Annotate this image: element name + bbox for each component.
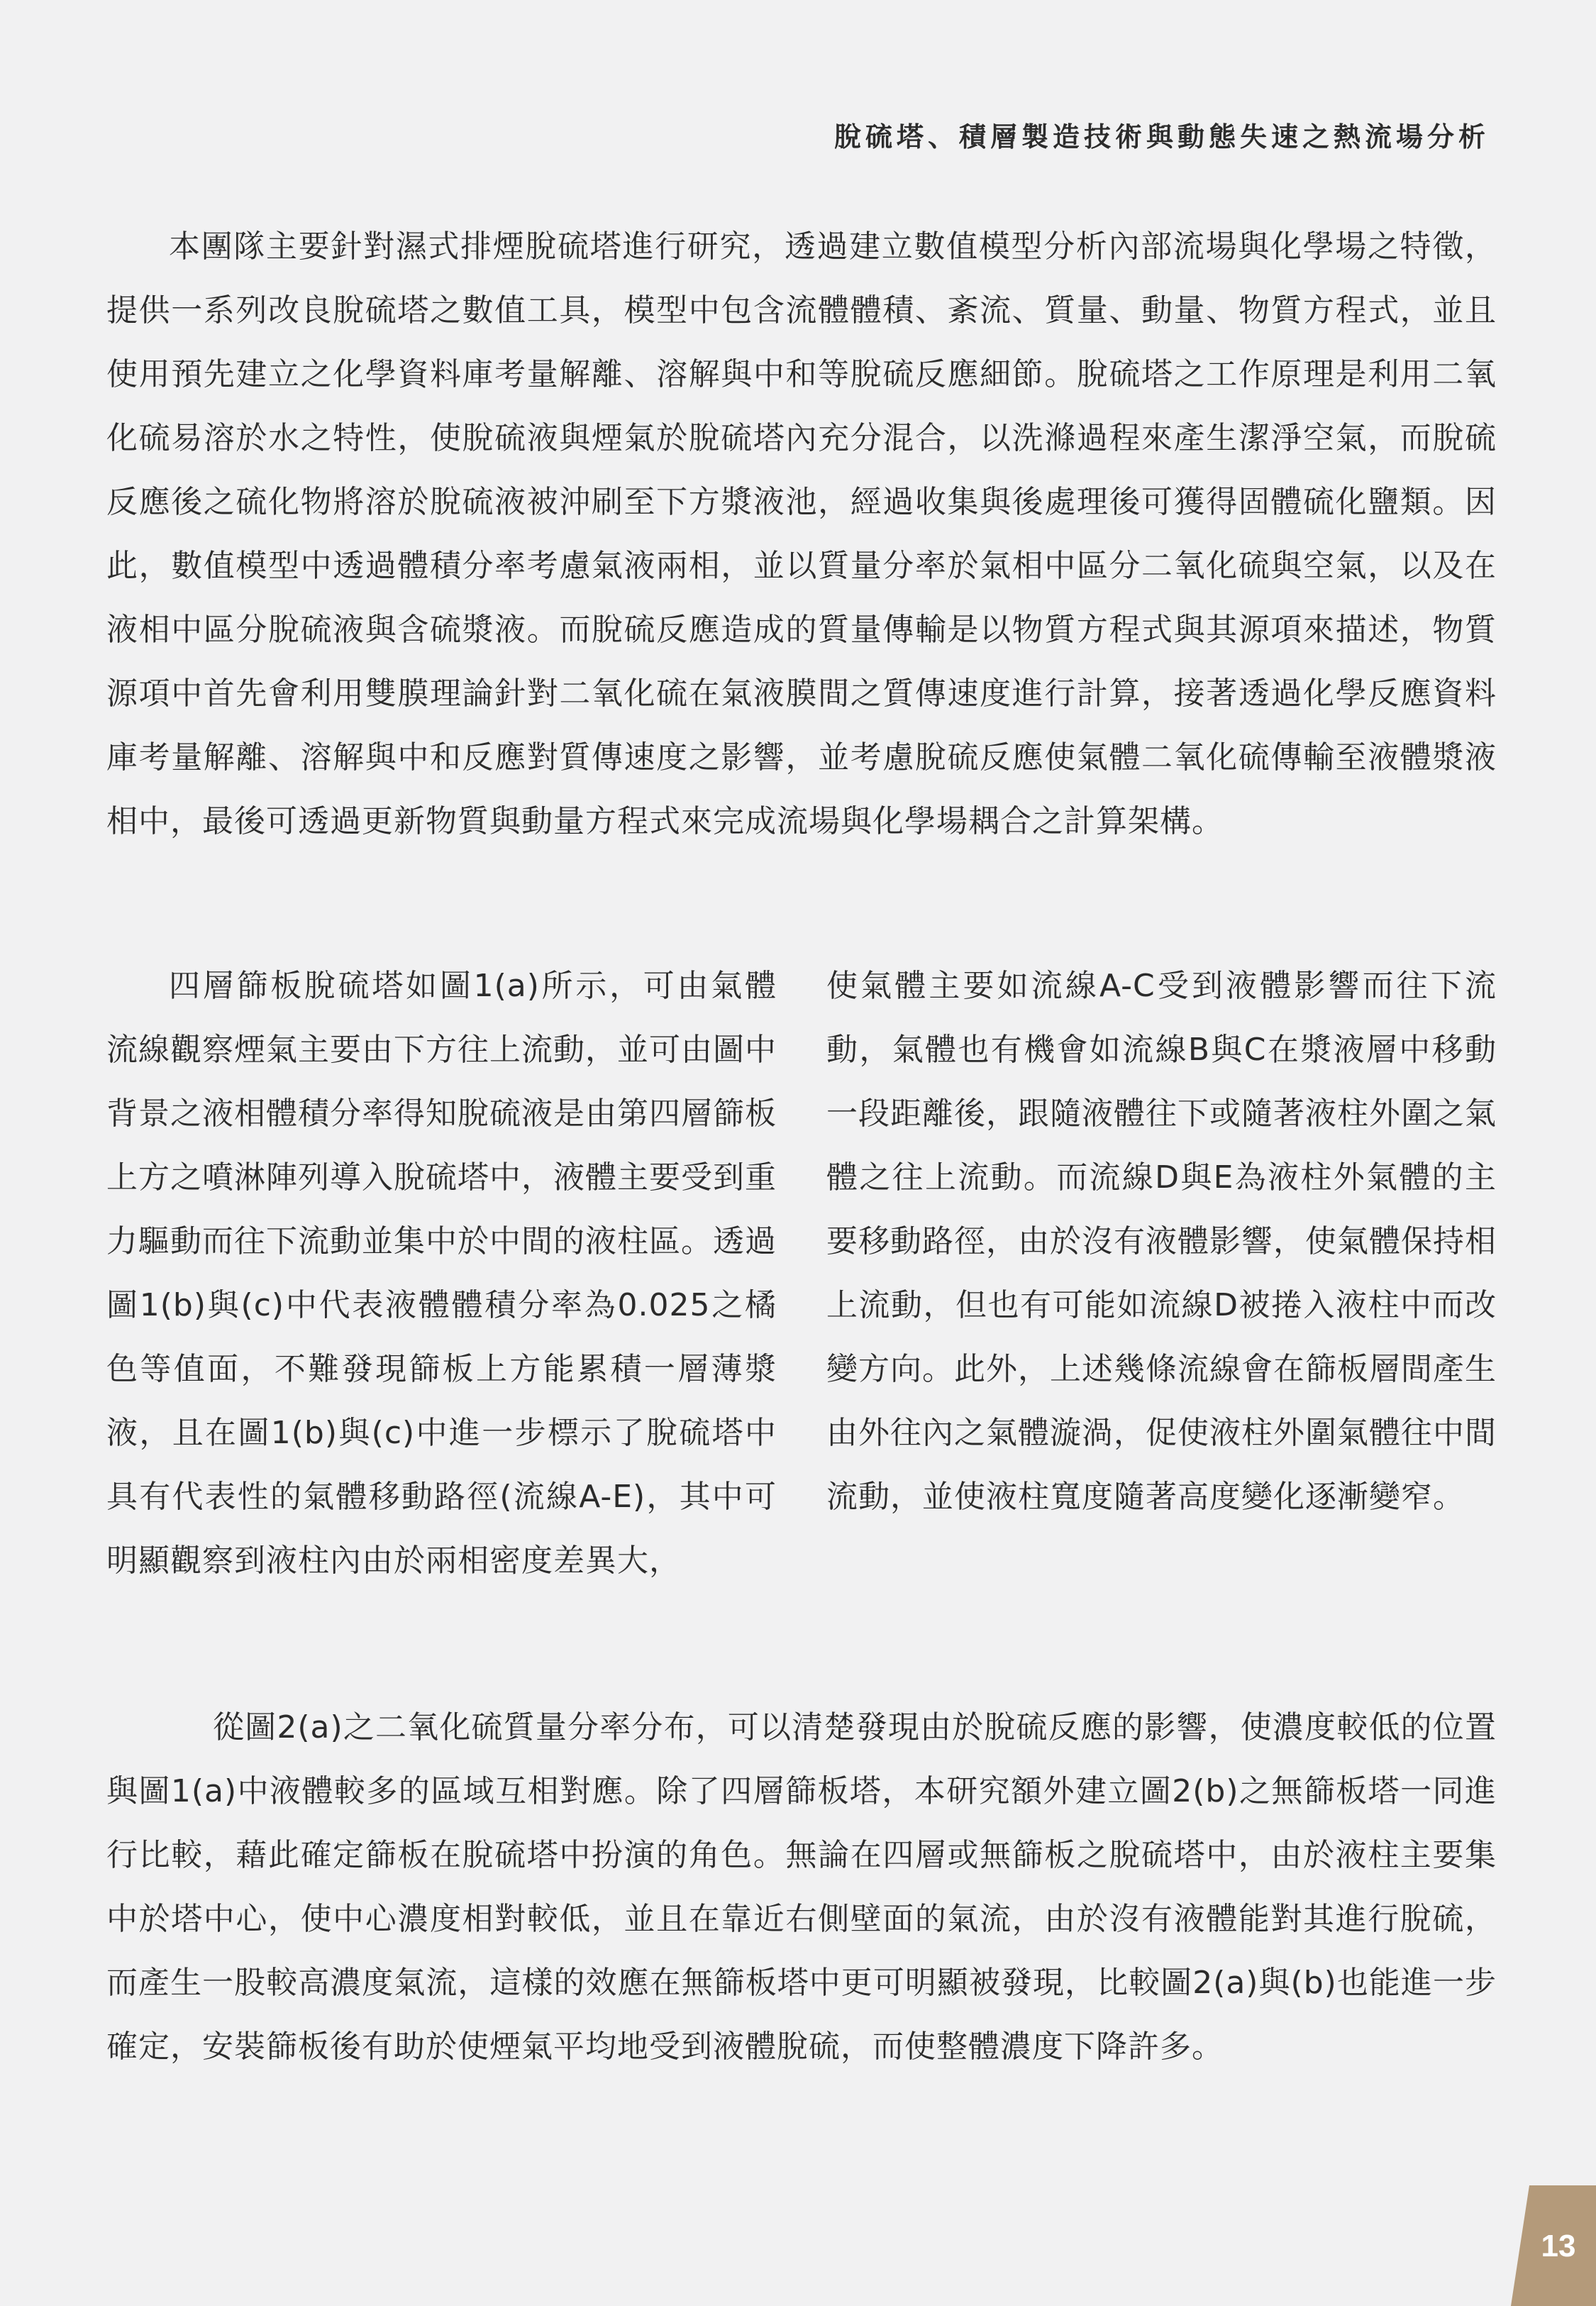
paragraph-intro: 本團隊主要針對濕式排煙脫硫塔進行研究，透過建立數值模型分析內部流場與化學場之特徵，提供一系列改良脫硫塔之數值工具，模型中包含流體體積、紊流、質量、動量、物質方程式，並且使用預先建立之化學資料庫考量解離、溶解與中和等脫硫反應細節。脫硫塔之工作原理是利用二氧化硫易溶於水之特性，使脫硫液與煙氣於脫硫塔內充分混合，以洗滌過程來產生潔淨空氣，而脫硫反應後之硫化物將溶於脫硫液被沖刷至下方漿液池，經過收集與後處理後可獲得固體硫化鹽類。因此，數值模型中透過體積分率考慮氣液兩相，並以質量分率於氣相中區分二氧化硫與空氣，以及在液相中區分脫硫液與含硫漿液。而脫硫反應造成的質量傳輸是以物質方程式與其源項來描述，物質源項中首先會利用雙膜理論針對二氧化硫在氣液膜間之質傳速度進行計算，接著透過化學反應資料庫考量解離、溶解與中和反應對質傳速度之影響，並考慮脫硫反應使氣體二氧化硫傳輸至液體漿液相中，最後可透過更新物質與動量方程式來完成流場與化學場耦合之計算架構。 xyxy=(106,228,1497,839)
two-column-section xyxy=(106,954,1497,1593)
paragraph-closing: 從圖2(a)之二氧化硫質量分率分布，可以清楚發現由於脫硫反應的影響，使濃度較低的位置與圖1(a)中液體較多的區域互相對應。除了四層篩板塔，本研究額外建立圖2(b)之無篩板塔一同進行比較，藉此確定篩板在脫硫塔中扮演的角色。無論在四層或無篩板之脫硫塔中，由於液柱主要集中於塔中心，使中心濃度相對較低，並且在靠近右側壁面的氣流，由於沒有液體能對其進行脫硫，而產生一股較高濃度氣流，這樣的效應在無篩板塔中更可明顯被發現，比較圖2(a)與(b)也能進一步確定，安裝篩板後有助於使煙氣平均地受到液體脫硫，而使整體濃度下降許多。 xyxy=(106,1709,1497,2065)
page-number: 13 xyxy=(1541,2229,1576,2263)
paragraph-column-left: 四層篩板脫硫塔如圖1(a)所示，可由氣體流線觀察煙氣主要由下方往上流動，並可由圖中背景之液相體積分率得知脫硫液是由第四層篩板上方之噴淋陣列導入脫硫塔中，液體主要受到重力驅動而往下流動並集中於中間的液柱區。透過圖1(b)與(c)中代表液體體積分率為0.025之橘色等值面，不難發現篩板上方能累積一層薄漿液，且在圖1(b)與(c)中進一步標示了脫硫塔中具有代表性的氣體移動路徑(流線A-E)，其中可明顯觀察到液柱內由於兩相密度差異大， xyxy=(106,968,777,1579)
paragraph-column-right: 使氣體主要如流線A-C受到液體影響而往下流動，氣體也有機會如流線B與C在漿液層中移動一段距離後，跟隨液體往下或隨著液柱外圍之氣體之往上流動。而流線D與E為液柱外氣體的主要移動路徑，由於沒有液體影響，使氣體保持相上流動，但也有可能如流線D被捲入液柱中而改變方向。此外，上述幾條流線會在篩板層間產生由外往內之氣體漩渦，促使液柱外圍氣體往中間流動，並使液柱寬度隨著高度變化逐漸變窄。 xyxy=(826,968,1497,1515)
running-header-title: 脫硫塔、積層製造技術與動態失速之熱流場分析 xyxy=(833,121,1490,153)
